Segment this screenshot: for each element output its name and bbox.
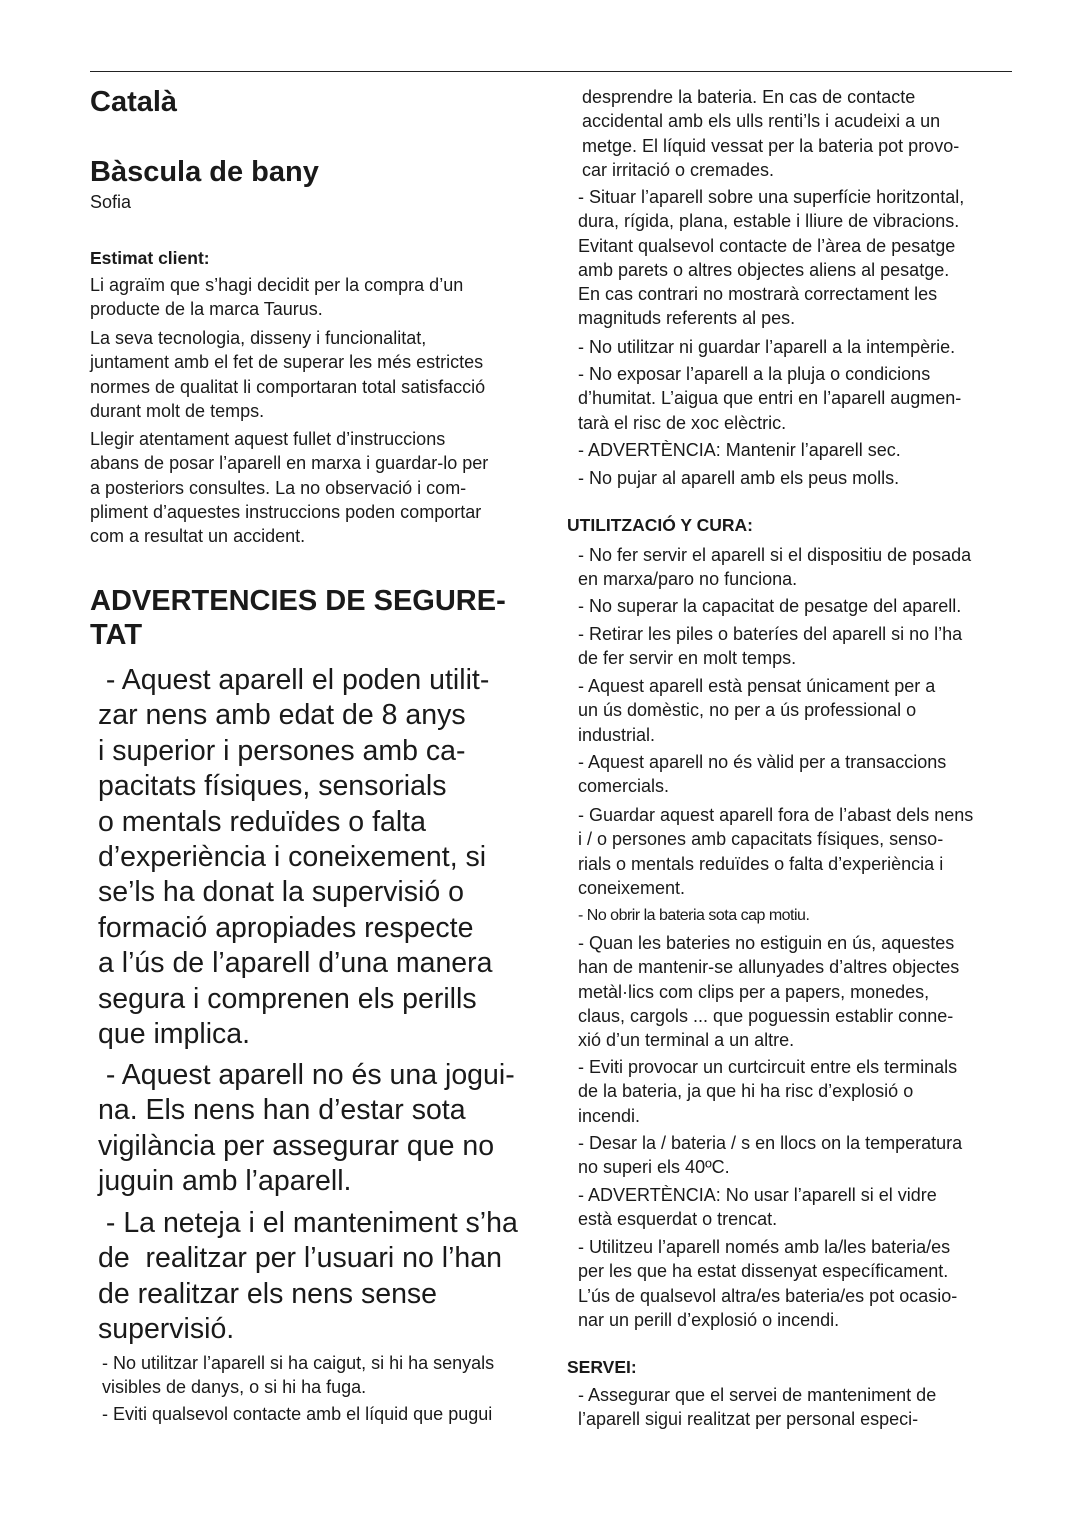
service-heading: SERVEI: xyxy=(567,1357,637,1377)
language-heading: Català xyxy=(90,86,178,118)
use-care-item: - Aquest aparell està pensat únicament per a un ús domèstic, no per a ús professional o industrial. xyxy=(578,676,936,745)
use-care-item: - No obrir la bateria sota cap motiu. xyxy=(578,907,810,924)
use-care-item: - ADVERTÈNCIA: No usar l’aparell si el vidre està esquerdat o trencat. xyxy=(578,1185,937,1230)
safety-item-continued: desprendre la bateria. En cas de contacte accidental amb els ulls renti’ls i acudeixi a un metge. El líquid vessat per la bateria pot provo- car irritació o cremades. xyxy=(582,87,960,180)
safety-item: - No pujar al aparell amb els peus molls. xyxy=(578,468,900,488)
safety-item: - Eviti qualsevol contacte amb el líquid que pugui xyxy=(102,1404,493,1424)
intro-paragraph: Llegir atentament aquest fullet d’instruccions abans de posar l’aparell en marxa i guardar-lo per a posteriors consultes. La no observació i com- pliment d’aquestes instruccions poden comportar com a resultat un accident. xyxy=(90,429,489,547)
use-care-item: - Guardar aquest aparell fora de l’abast dels nens i / o persones amb capacitats físiques, senso- rials o mentals reduïdes o falta d’experiència i coneixement. xyxy=(578,805,974,898)
use-care-item: - Utilitzeu l’aparell només amb la/les bateria/es per les que ha estat dissenyat específicament. L’ús de qualsevol altra/es bateria/es pot ocasio- nar un perill d’explosió o incendi. xyxy=(578,1237,958,1330)
service-item: - Assegurar que el servei de manteniment de l’aparell sigui realitzat per personal especi- xyxy=(578,1385,937,1430)
greeting-heading: Estimat client: xyxy=(90,248,210,268)
intro-paragraph: Li agraïm que s’hagi decidit per la compra d’un producte de la marca Taurus. xyxy=(90,275,464,320)
use-care-item: - Aquest aparell no és vàlid per a transaccions comercials. xyxy=(578,752,947,797)
safety-item: - Situar l’aparell sobre una superfície horitzontal, dura, rígida, plana, estable i lliure de vibracions. Evitant qualsevol contacte de l’àrea de pesatge amb parets o altres objectes aliens al pesatge. En cas contrari no mostrarà correctament les magnituds referents al pes. xyxy=(578,187,965,329)
header-rule xyxy=(90,71,1012,72)
use-care-item: - Quan les bateries no estiguin en ús, aquestes han de mantenir-se allunyades d’altres objectes metàl·lics com clips per a papers, monedes, claus, cargols ... que poguessin establir conne- xió d’un terminal a un altre. xyxy=(578,933,960,1051)
intro-paragraph: La seva tecnologia, disseny i funcionalitat, juntament amb el fet de superar les més estrictes normes de qualitat li comportaran total satisfacció durant molt de temps. xyxy=(90,328,486,421)
product-title: Bàscula de bany xyxy=(90,156,319,188)
safety-item-large: - La neteja i el manteniment s’ha de realitzar per l’usuari no l’han de realitzar els nens sense supervisió. xyxy=(98,1207,518,1346)
safety-item-large: - Aquest aparell no és una jogui- na. Els nens han d’estar sota vigilància per assegurar que no juguin amb l’aparell. xyxy=(98,1059,515,1198)
safety-item: - No utilitzar ni guardar l’aparell a la intempèrie. xyxy=(578,337,956,357)
safety-item: - No utilitzar l’aparell si ha caigut, si hi ha senyals visibles de danys, o si hi ha fuga. xyxy=(102,1353,495,1398)
safety-heading: ADVERTENCIES DE SEGURE- TAT xyxy=(90,585,506,651)
use-care-item: - No superar la capacitat de pesatge del aparell. xyxy=(578,596,962,616)
use-care-item: - No fer servir el aparell si el dispositiu de posada en marxa/paro no funciona. xyxy=(578,545,972,590)
safety-item-large: - Aquest aparell el poden utilit- zar nens amb edat de 8 anys i superior i persones amb ca- pacitats físiques, sensorials o mentals reduïdes o falta d’experiència i coneixement, si se’ls ha donat la supervisió o formació apropiades respecte a l’ús de l’aparell d’una manera segura i comprenen els perills que implica. xyxy=(98,664,493,1051)
model-name: Sofia xyxy=(90,192,132,212)
use-care-item: - Eviti provocar un curtcircuit entre els terminals de la bateria, ja que hi ha risc d’explosió o incendi. xyxy=(578,1057,958,1126)
use-care-heading: UTILITZACIÓ Y CURA: xyxy=(567,515,754,535)
safety-item: - No exposar l’aparell a la pluja o condicions d’humitat. L’aigua que entri en l’aparell augmen- tarà el risc de xoc elèctric. xyxy=(578,364,962,433)
use-care-item: - Desar la / bateria / s en llocs on la temperatura no superi els 40ºC. xyxy=(578,1133,963,1178)
use-care-item: - Retirar les piles o bateríes del aparell si no l’ha de fer servir en molt temps. xyxy=(578,624,963,669)
safety-item: - ADVERTÈNCIA: Mantenir l’aparell sec. xyxy=(578,440,901,460)
